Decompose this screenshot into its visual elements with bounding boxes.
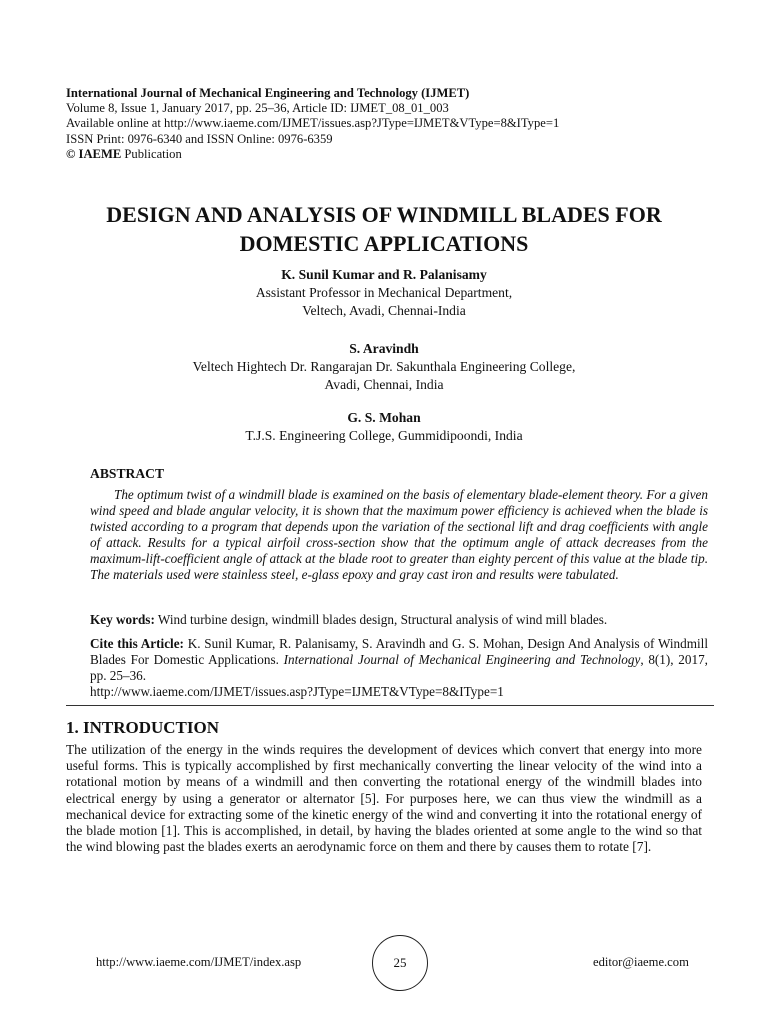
- cite-authors: K. Sunil Kumar, R. Palanisamy, S. Aravindh and G. S. Mohan, Design And Analysis of Windmill Blades For Domestic Applications.: [90, 636, 708, 668]
- introduction-text: The utilization of the energy in the winds requires the development of devices which convert that energy into more useful forms. This is typically accomplished by first mechanically converting the linear velocity of the wind into a rotational motion by means of a windmill and then converting the rotational energy of the windmill blades into electrical energy by using a generator or alternator [5]. For purposes here, we can thus view the windmill as a mechanical device for extracting some of the kinetic energy of the wind and converting it into the rotational energy of the blade motion [1]. This is accomplished, in detail, by having the blades oriented at some angle to the wind so that the wind blowing past the blades exerts an aerodynamic force on them and there by causes them to rotate [7].: [66, 742, 702, 855]
- footer-email[interactable]: editor@iaeme.com: [593, 955, 689, 969]
- author-affiliation: Assistant Professor in Mechanical Department,: [255, 284, 513, 300]
- publisher-line: [66, 147, 706, 162]
- cite-label: Cite this Article:: [90, 636, 184, 651]
- available-online-line: Available online at http://www.iaeme.com/IJMET/issues.asp?JType=IJMET&VType=8&IType=1: [66, 116, 560, 131]
- paper-title-line1: DESIGN AND ANALYSIS OF WINDMILL BLADES FOR: [106, 202, 662, 227]
- copyright-mark: © IAEME: [66, 146, 122, 161]
- section-divider: [66, 705, 714, 706]
- page-number: 25: [393, 955, 407, 970]
- author-block-1: [40, 266, 728, 319]
- cite-journal: International Journal of Mechanical Engineering and Technology: [283, 652, 641, 668]
- author-block-2: [40, 340, 728, 393]
- cite-details: , 8(1), 2017, pp. 25–36.: [90, 652, 708, 684]
- author-block-3: [40, 409, 728, 445]
- abstract-heading: ABSTRACT: [90, 466, 165, 481]
- author-affiliation: Veltech Hightech Dr. Rangarajan Dr. Sakunthala Engineering College,: [192, 358, 576, 374]
- journal-header: [66, 86, 706, 162]
- section-heading-introduction: 1. INTRODUCTION: [66, 718, 220, 737]
- paper-title: [40, 200, 728, 258]
- author-affiliation: T.J.S. Engineering College, Gummidipoondi, India: [245, 427, 523, 443]
- keywords-text: Wind turbine design, windmill blades design, Structural analysis of wind mill blades.: [157, 612, 608, 627]
- abstract-text: The optimum twist of a windmill blade is examined on the basis of elementary blade-element theory. For a given wind speed and blade angular velocity, it is shown that the maximum power efficiency is achieved when the blade is twisted according to a program that depends upon the variation of the sectional lift and drag coefficients with angle of attack. Results for a typical airfoil cross-section show that the optimum angle of attack decreases from the maximum-lift-coefficient angle of attack at the blade root to greater than eighty percent of this value at the blade tip. The materials used were stainless steel, e-glass epoxy and gray cast iron and results were tabulated.: [90, 487, 708, 583]
- page-number-circle: [372, 935, 428, 991]
- publication-word: Publication: [124, 146, 182, 161]
- journal-title: International Journal of Mechanical Engineering and Technology (IJMET): [66, 86, 470, 100]
- paper-title-line2: DOMESTIC APPLICATIONS: [239, 231, 529, 256]
- keywords-label: Key words:: [90, 612, 155, 627]
- author-name: S. Aravindh: [349, 341, 419, 356]
- footer-url[interactable]: http://www.iaeme.com/IJMET/index.asp: [96, 955, 302, 969]
- volume-line: Volume 8, Issue 1, January 2017, pp. 25–36, Article ID: IJMET_08_01_003: [66, 101, 449, 116]
- keywords: [90, 612, 708, 628]
- issn-line: ISSN Print: 0976-6340 and ISSN Online: 0976-6359: [66, 131, 333, 146]
- author-name: G. S. Mohan: [347, 410, 421, 425]
- author-affiliation: Avadi, Chennai, India: [324, 376, 444, 392]
- author-affiliation: Veltech, Avadi, Chennai-India: [302, 302, 466, 318]
- author-name: K. Sunil Kumar and R. Palanisamy: [281, 267, 487, 282]
- cite-article: [90, 636, 708, 700]
- cite-url[interactable]: http://www.iaeme.com/IJMET/issues.asp?JType=IJMET&VType=8&IType=1: [90, 684, 504, 700]
